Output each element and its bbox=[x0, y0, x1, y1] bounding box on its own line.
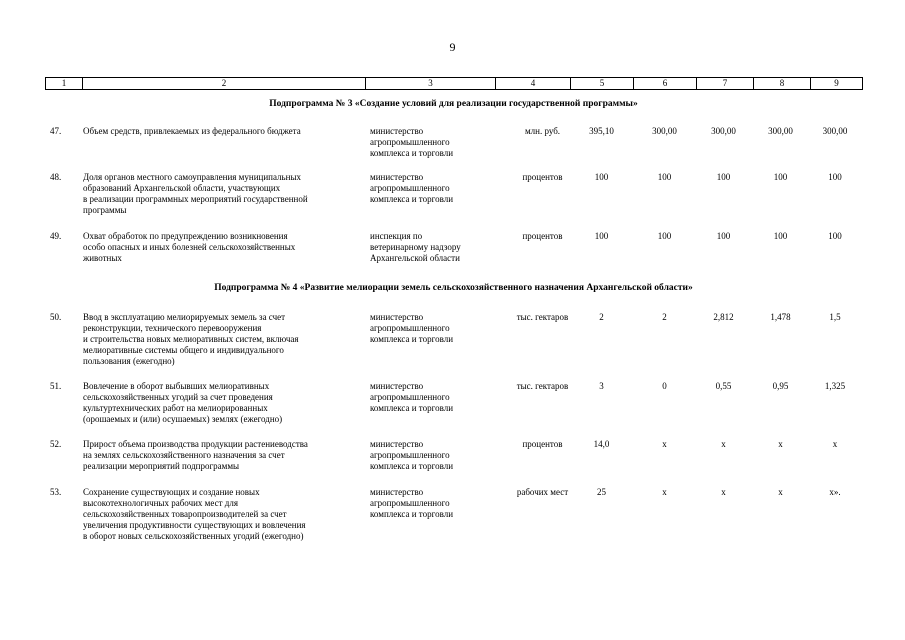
row-unit: процентов bbox=[522, 231, 563, 241]
row-number: 53. bbox=[50, 487, 62, 497]
row-number: 51. bbox=[50, 381, 62, 391]
description-line: (орошаемых и (или) осушаемых) землях (ежегодно) bbox=[83, 414, 283, 424]
row-number: 48. bbox=[50, 172, 62, 182]
row-value-col5: 100 bbox=[594, 231, 609, 241]
description-line: Прирост объема производства продукции растениеводства bbox=[83, 439, 308, 449]
row-unit: процентов bbox=[522, 439, 563, 449]
organization-line: министерство bbox=[370, 381, 424, 391]
description-line: сельскохозяйственных товаропроизводителей за счет bbox=[83, 509, 287, 519]
row-organization bbox=[370, 381, 495, 414]
organization-line: министерство bbox=[370, 312, 424, 322]
organization-line: агропромышленного bbox=[370, 450, 450, 460]
row-value-col9: х bbox=[832, 439, 838, 449]
row-value-col8: 300,00 bbox=[768, 126, 793, 136]
row-value-col7: х bbox=[721, 487, 726, 497]
description-line: Доля органов местного самоуправления муниципальных bbox=[83, 172, 301, 182]
row-value-col9: 100 bbox=[828, 172, 842, 182]
organization-line: агропромышленного bbox=[370, 323, 450, 333]
row-value-col6: 2 bbox=[662, 312, 667, 322]
description-line: высокотехнологичных рабочих мест для bbox=[83, 498, 238, 508]
row-value-col7: 0,55 bbox=[715, 381, 732, 391]
row-unit: тыс. гектаров bbox=[516, 381, 569, 391]
organization-line: министерство bbox=[370, 172, 424, 182]
row-value-col5: 2 bbox=[599, 312, 604, 322]
row-value-col8: 100 bbox=[773, 172, 788, 182]
description-line: Сохранение существующих и создание новых bbox=[83, 487, 260, 497]
row-value-col8: 0,95 bbox=[772, 381, 789, 391]
header-col-1: 1 bbox=[46, 78, 83, 90]
description-line: и строительства новых мелиоративных систем, включая bbox=[83, 334, 299, 344]
description-line: в реализации программных мероприятий государственной bbox=[83, 194, 308, 204]
row-value-col5: 100 bbox=[594, 172, 609, 182]
row-unit: рабочих мест bbox=[516, 487, 569, 497]
row-value-col6: 300,00 bbox=[652, 126, 677, 136]
row-description bbox=[83, 439, 368, 472]
row-organization bbox=[370, 439, 495, 472]
row-description bbox=[83, 231, 368, 264]
description-line: культуртехнических работ на мелиорированных bbox=[83, 403, 268, 413]
row-value-col5: 14,0 bbox=[593, 439, 610, 449]
description-line: животных bbox=[83, 253, 122, 263]
description-line: Вовлечение в оборот выбывших мелиоративных bbox=[83, 381, 270, 391]
subprogram-3-heading: Подпрограмма № 3 «Создание условий для реализации государственной программы» bbox=[269, 99, 638, 109]
header-col-5: 5 bbox=[571, 78, 634, 90]
organization-line: министерство bbox=[370, 126, 424, 136]
row-value-col7: 100 bbox=[716, 172, 731, 182]
row-value-col8: 100 bbox=[773, 231, 788, 241]
organization-line: ветеринарному надзору bbox=[370, 242, 461, 252]
row-description bbox=[83, 126, 368, 137]
row-number: 47. bbox=[50, 126, 62, 136]
row-value-col7: х bbox=[721, 439, 726, 449]
row-value-col9: 300,00 bbox=[822, 126, 848, 136]
row-value-col6: х bbox=[662, 439, 667, 449]
organization-line: Архангельской области bbox=[370, 253, 460, 263]
row-value-col9: 100 bbox=[828, 231, 842, 241]
header-col-2: 2 bbox=[83, 78, 366, 90]
row-value-col7: 100 bbox=[716, 231, 731, 241]
organization-line: комплекса и торговли bbox=[370, 148, 454, 158]
row-organization bbox=[370, 487, 495, 520]
row-unit: процентов bbox=[522, 172, 563, 182]
row-value-col6: 100 bbox=[657, 231, 672, 241]
organization-line: агропромышленного bbox=[370, 498, 450, 508]
subprogram-4-heading: Подпрограмма № 4 «Развитие мелиорации земель сельскохозяйственного назначения Архангельской области» bbox=[214, 283, 693, 293]
header-col-4: 4 bbox=[496, 78, 571, 90]
row-description bbox=[83, 487, 368, 542]
column-number-header bbox=[45, 77, 863, 90]
organization-line: комплекса и торговли bbox=[370, 194, 454, 204]
row-value-col5: 3 bbox=[599, 381, 604, 391]
row-value-col9: 1,5 bbox=[829, 312, 841, 322]
row-value-col9: 1,325 bbox=[824, 381, 846, 391]
description-line: увеличения продуктивности существующих и вовлечения bbox=[83, 520, 306, 530]
row-description bbox=[83, 172, 368, 216]
description-line: мелиоративные системы общего и индивидуального bbox=[83, 345, 284, 355]
description-line: на землях сельскохозяйственного назначения за счет bbox=[83, 450, 285, 460]
row-organization bbox=[370, 312, 495, 345]
description-line: реконструкции, технического перевооружения bbox=[83, 323, 262, 333]
row-value-col6: 100 bbox=[657, 172, 672, 182]
row-unit: млн. руб. bbox=[524, 126, 561, 136]
row-value-col5: 25 bbox=[597, 487, 606, 497]
row-value-col8: х bbox=[778, 439, 783, 449]
organization-line: комплекса и торговли bbox=[370, 334, 454, 344]
row-number: 49. bbox=[50, 231, 62, 241]
description-line: Охват обработок по предупреждению возникновения bbox=[83, 231, 288, 241]
description-line: пользования (ежегодно) bbox=[83, 356, 175, 366]
row-description bbox=[83, 381, 368, 425]
organization-line: агропромышленного bbox=[370, 183, 450, 193]
row-organization bbox=[370, 126, 495, 159]
description-line: программы bbox=[83, 205, 127, 215]
organization-line: агропромышленного bbox=[370, 137, 450, 147]
header-col-7: 7 bbox=[697, 78, 754, 90]
row-value-col8: 1,478 bbox=[770, 312, 791, 322]
row-value-col7: 300,00 bbox=[711, 126, 736, 136]
description-line: реализации мероприятий подпрограммы bbox=[83, 461, 240, 471]
row-organization bbox=[370, 172, 495, 205]
organization-line: агропромышленного bbox=[370, 392, 450, 402]
row-organization bbox=[370, 231, 495, 264]
description-line: особо опасных и иных болезней сельскохозяйственных bbox=[83, 242, 296, 252]
header-col-8: 8 bbox=[754, 78, 811, 90]
organization-line: комплекса и торговли bbox=[370, 509, 454, 519]
description-line: Ввод в эксплуатацию мелиорируемых земель за счет bbox=[83, 312, 286, 322]
header-col-6: 6 bbox=[634, 78, 697, 90]
row-value-col8: х bbox=[778, 487, 783, 497]
organization-line: комплекса и торговли bbox=[370, 461, 454, 471]
row-value-col9: х». bbox=[829, 487, 841, 497]
organization-line: министерство bbox=[370, 487, 424, 497]
row-value-col6: 0 bbox=[662, 381, 667, 391]
row-description bbox=[83, 312, 368, 367]
page-number: 9 bbox=[449, 40, 456, 54]
description-line: сельскохозяйственных угодий за счет проведения bbox=[83, 392, 273, 402]
description-line: образований Архангельской области, участвующих bbox=[83, 183, 281, 193]
row-value-col5: 395,10 bbox=[589, 126, 614, 136]
row-value-col7: 2,812 bbox=[713, 312, 734, 322]
organization-line: комплекса и торговли bbox=[370, 403, 454, 413]
header-col-9: 9 bbox=[811, 78, 863, 90]
row-unit: тыс. гектаров bbox=[516, 312, 569, 322]
row-number: 50. bbox=[50, 312, 62, 322]
organization-line: министерство bbox=[370, 439, 424, 449]
row-value-col6: х bbox=[662, 487, 667, 497]
row-number: 52. bbox=[50, 439, 62, 449]
description-line: в оборот новых сельскохозяйственных угодий (ежегодно) bbox=[83, 531, 304, 541]
header-col-3: 3 bbox=[366, 78, 496, 90]
description-line: Объем средств, привлекаемых из федерального бюджета bbox=[83, 126, 301, 136]
organization-line: инспекция по bbox=[370, 231, 423, 241]
